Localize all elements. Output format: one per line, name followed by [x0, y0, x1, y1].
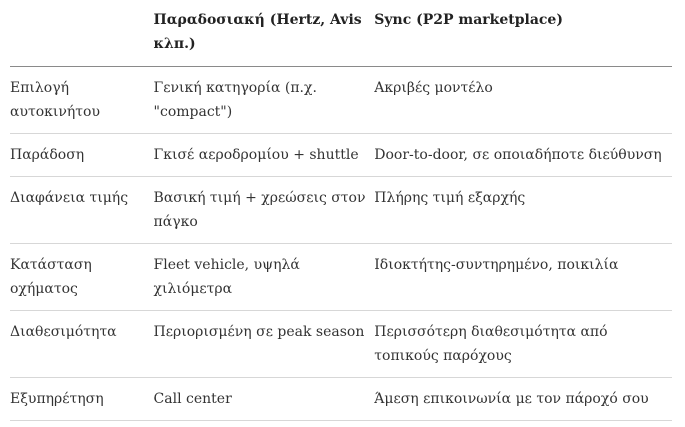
table-row	[10, 177, 672, 244]
sync-value: Περισσότερη διαθεσιμότητα από τοπικούς παρόχους	[374, 324, 608, 364]
sync-value: Ιδιοκτήτης-συντηρημένο, ποικιλία	[374, 257, 619, 273]
row-label: Κατάσταση οχήματος	[10, 257, 92, 297]
traditional-value: Βασική τιμή + χρεώσεις στον πάγκο	[153, 190, 366, 230]
traditional-value: Call center	[153, 391, 232, 407]
row-label: Παράδοση	[10, 147, 85, 163]
table-header-row	[10, 0, 672, 67]
row-label: Διαθεσιμότητα	[10, 324, 117, 340]
table-row	[10, 67, 672, 134]
comparison-table	[10, 0, 672, 421]
row-label: Εξυπηρέτηση	[10, 391, 104, 407]
table-row	[10, 378, 672, 421]
table-row	[10, 134, 672, 177]
row-label: Διαφάνεια τιμής	[10, 190, 129, 206]
traditional-value: Περιορισμένη σε peak season	[153, 324, 365, 340]
table-row	[10, 244, 672, 311]
sync-value: Πλήρης τιμή εξαρχής	[374, 190, 526, 206]
traditional-value: Γκισέ αεροδρομίου + shuttle	[153, 147, 359, 163]
table-row	[10, 311, 672, 378]
header-cell-traditional: Παραδοσιακή (Hertz, Avis κλπ.)	[153, 12, 362, 52]
header-cell-sync: Sync (P2P marketplace)	[374, 12, 563, 28]
sync-value: Άμεση επικοινωνία με τον πάροχό σου	[374, 391, 649, 407]
traditional-value: Fleet vehicle, υψηλά χιλιόμετρα	[153, 257, 300, 297]
sync-value: Door-to-door, σε οποιαδήποτε διεύθυνση	[374, 147, 662, 163]
traditional-value: Γενική κατηγορία (π.χ. "compact")	[153, 80, 317, 120]
sync-value: Ακριβές μοντέλο	[374, 80, 493, 96]
header-cell-feature	[10, 0, 154, 67]
row-label: Επιλογή αυτοκινήτου	[10, 80, 100, 120]
